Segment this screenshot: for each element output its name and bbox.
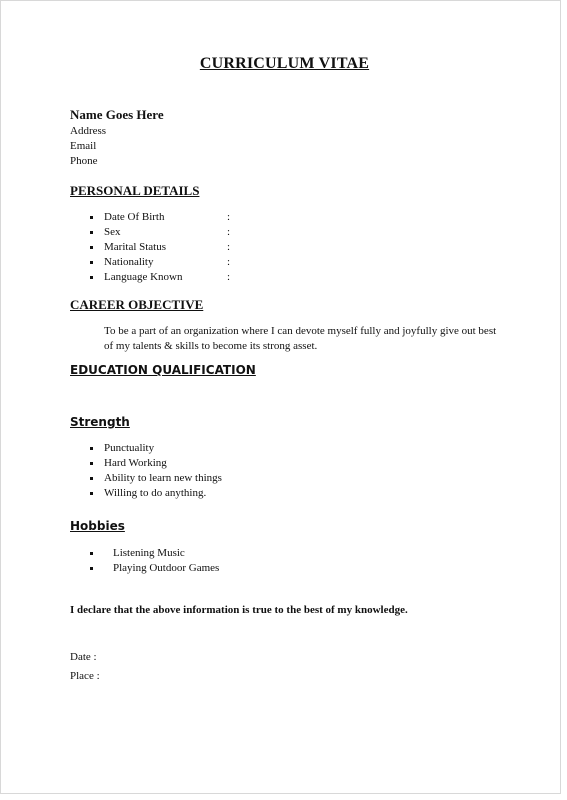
email-line: Email bbox=[70, 140, 97, 152]
place-line: Place : bbox=[70, 670, 100, 682]
detail-separator: : bbox=[227, 256, 231, 268]
detail-label: Marital Status bbox=[104, 241, 167, 253]
hobbies-list bbox=[90, 546, 340, 576]
list-item bbox=[90, 225, 290, 240]
strength-heading: Strength bbox=[70, 415, 130, 429]
date-line: Date : bbox=[70, 651, 97, 663]
list-item bbox=[90, 240, 290, 255]
bullet-icon bbox=[90, 276, 93, 279]
list-item bbox=[90, 546, 340, 561]
strength-item: Ability to learn new things bbox=[104, 472, 222, 484]
bullet-icon bbox=[90, 246, 93, 249]
list-item bbox=[90, 210, 290, 225]
detail-label: Date Of Birth bbox=[104, 211, 165, 223]
bullet-icon bbox=[90, 567, 93, 570]
declaration-text: I declare that the above information is true to the best of my knowledge. bbox=[70, 604, 408, 616]
personal-details-heading: PERSONAL DETAILS bbox=[70, 183, 200, 198]
phone-line: Phone bbox=[70, 155, 98, 167]
detail-separator: : bbox=[227, 211, 231, 223]
bullet-icon bbox=[90, 552, 93, 555]
detail-separator: : bbox=[227, 241, 231, 253]
bullet-icon bbox=[90, 216, 93, 219]
bullet-icon bbox=[90, 447, 93, 450]
list-item bbox=[90, 441, 340, 456]
detail-label: Sex bbox=[104, 226, 121, 238]
hobby-item: Listening Music bbox=[113, 547, 185, 559]
list-item bbox=[90, 456, 340, 471]
career-objective-text: To be a part of an organization where I can devote myself fully and joyfully give out best of my talents & skills to become its strong asset. bbox=[104, 325, 497, 352]
hobby-item: Playing Outdoor Games bbox=[113, 562, 220, 574]
bullet-icon bbox=[90, 261, 93, 264]
bullet-icon bbox=[90, 231, 93, 234]
detail-separator: : bbox=[227, 271, 231, 283]
bullet-icon bbox=[90, 462, 93, 465]
list-item bbox=[90, 561, 340, 576]
detail-label: Language Known bbox=[104, 271, 183, 283]
list-item bbox=[90, 486, 340, 501]
education-heading: EDUCATION QUALIFICATION bbox=[70, 363, 256, 377]
list-item bbox=[90, 255, 290, 270]
page-title: CURRICULUM VITAE bbox=[199, 55, 370, 72]
strength-item: Punctuality bbox=[104, 442, 155, 454]
strength-item: Hard Working bbox=[104, 457, 167, 469]
bullet-icon bbox=[90, 492, 93, 495]
address-line: Address bbox=[70, 125, 107, 137]
bullet-icon bbox=[90, 477, 93, 480]
personal-details-list bbox=[90, 210, 290, 285]
strength-item: Willing to do anything. bbox=[104, 487, 207, 499]
detail-separator: : bbox=[227, 226, 231, 238]
detail-label: Nationality bbox=[104, 256, 154, 268]
hobbies-heading: Hobbies bbox=[70, 519, 125, 533]
career-objective-heading: CAREER OBJECTIVE bbox=[70, 297, 204, 312]
strength-list bbox=[90, 441, 340, 501]
list-item bbox=[90, 471, 340, 486]
candidate-name: Name Goes Here bbox=[70, 107, 164, 122]
list-item bbox=[90, 270, 290, 285]
